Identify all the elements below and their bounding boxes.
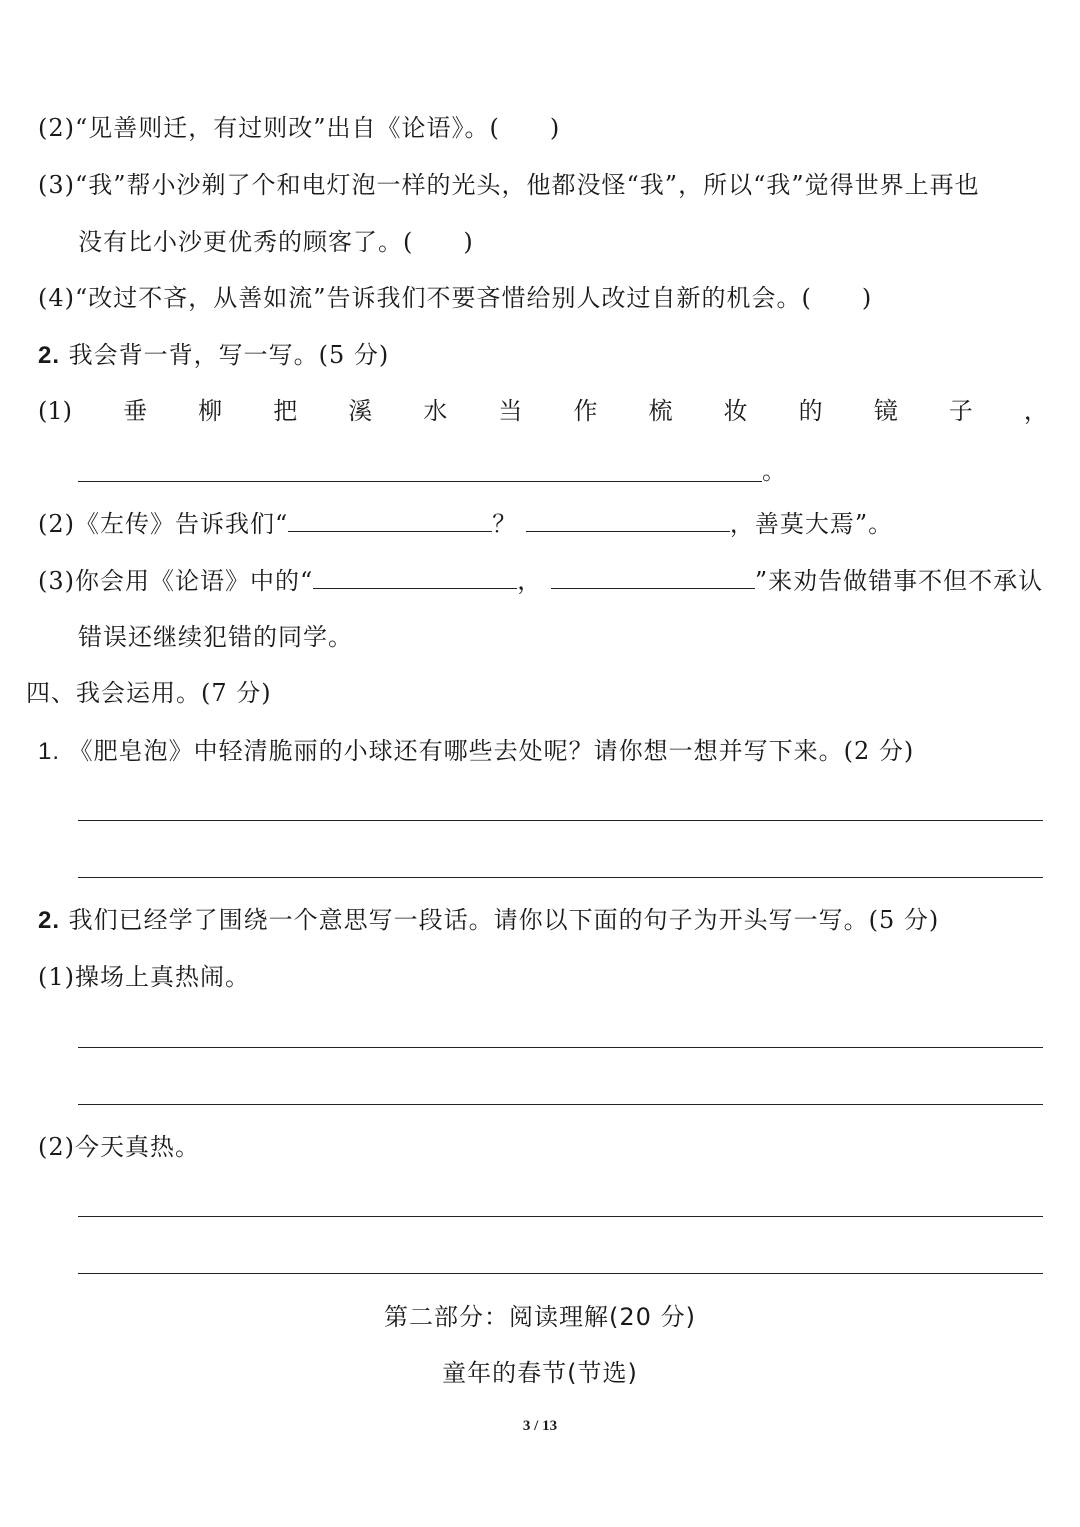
char: 当 — [498, 397, 523, 425]
answer-blank-3b[interactable] — [551, 566, 755, 589]
answer-line[interactable] — [78, 1047, 1043, 1048]
char: ， — [1023, 397, 1048, 425]
judge-item-2 — [38, 113, 560, 143]
char: 作 — [573, 397, 598, 425]
recite-item-3-cont: 错误还继续犯错的同学。 — [78, 623, 353, 651]
answer-line[interactable] — [78, 1273, 1043, 1274]
question-title: 我会背一背，写一写。(5 分) — [68, 341, 390, 369]
judge-item-4 — [38, 283, 872, 313]
sub-question-2: (2)今天真热。 — [38, 1133, 200, 1161]
answer-line[interactable] — [78, 1104, 1043, 1105]
question-2-heading — [38, 340, 389, 371]
judge-item-3 — [38, 170, 980, 200]
char: 柳 — [198, 397, 223, 425]
char: 子 — [948, 397, 973, 425]
answer-line[interactable] — [78, 1216, 1043, 1217]
question-number: 2. — [38, 342, 61, 369]
recite-item-1 — [38, 396, 1048, 426]
answer-blank-2b[interactable] — [526, 509, 730, 532]
char: 的 — [798, 397, 823, 425]
recite-item-2 — [38, 509, 893, 539]
item-text: “改过不吝，从善如流”告诉我们不要吝惜给别人改过自新的机会。( ) — [75, 284, 873, 312]
item-number: (2) — [38, 114, 75, 142]
char: 把 — [273, 397, 298, 425]
answer-blank-3a[interactable] — [313, 566, 517, 589]
question-text: 《肥皂泡》中轻清脆丽的小球还有哪些去处呢？请你想一想并写下来。(2 分) — [68, 737, 915, 765]
char: 镜 — [873, 397, 898, 425]
char: 垂 — [123, 397, 148, 425]
sub-question-1: (1)操场上真热闹。 — [38, 963, 250, 991]
recite-item-3 — [38, 566, 1043, 596]
question-number: 1. — [38, 738, 61, 765]
item-text: “见善则迁，有过则改”出自《论语》。( ) — [75, 114, 561, 142]
char: 溪 — [348, 397, 373, 425]
judge-item-3-cont: 没有比小沙更优秀的顾客了。( ) — [78, 228, 474, 256]
item-text: “我”帮小沙剃了个和电灯泡一样的光头，他都没怪“我”，所以“我”觉得世界上再也 — [75, 171, 980, 199]
part-2-heading: 第二部分：阅读理解(20 分) — [384, 1303, 696, 1331]
answer-line[interactable] — [78, 877, 1043, 878]
char: 妆 — [723, 397, 748, 425]
answer-blank-1[interactable] — [78, 481, 762, 482]
item-number: (1) — [38, 397, 72, 425]
period: 。 — [762, 457, 787, 485]
item-prefix: (3)你会用《论语》中的“ — [38, 567, 314, 595]
article-title: 童年的春节(节选) — [442, 1359, 638, 1387]
char: 梳 — [648, 397, 673, 425]
item-prefix: (2)《左传》告诉我们“ — [38, 510, 289, 538]
section-4-question-1 — [38, 736, 914, 767]
item-number: (3) — [38, 171, 75, 199]
item-suffix: ，善莫大焉”。 — [729, 510, 894, 538]
question-text: 我们已经学了围绕一个意思写一段话。请你以下面的句子为开头写一写。(5 分) — [68, 906, 940, 934]
char: 水 — [423, 397, 448, 425]
section-4-heading: 四、我会运用。(7 分) — [26, 679, 272, 707]
section-4-question-2 — [38, 905, 939, 936]
item-number: (4) — [38, 284, 75, 312]
answer-blank-2a[interactable] — [288, 509, 492, 532]
item-mid: ？ — [492, 510, 518, 538]
item-mid: ， — [517, 567, 543, 595]
question-number: 2. — [38, 907, 61, 934]
item-suffix: ”来劝告做错事不但不承认 — [754, 567, 1044, 595]
answer-line[interactable] — [78, 820, 1043, 821]
page-number: 3 / 13 — [522, 1418, 558, 1434]
